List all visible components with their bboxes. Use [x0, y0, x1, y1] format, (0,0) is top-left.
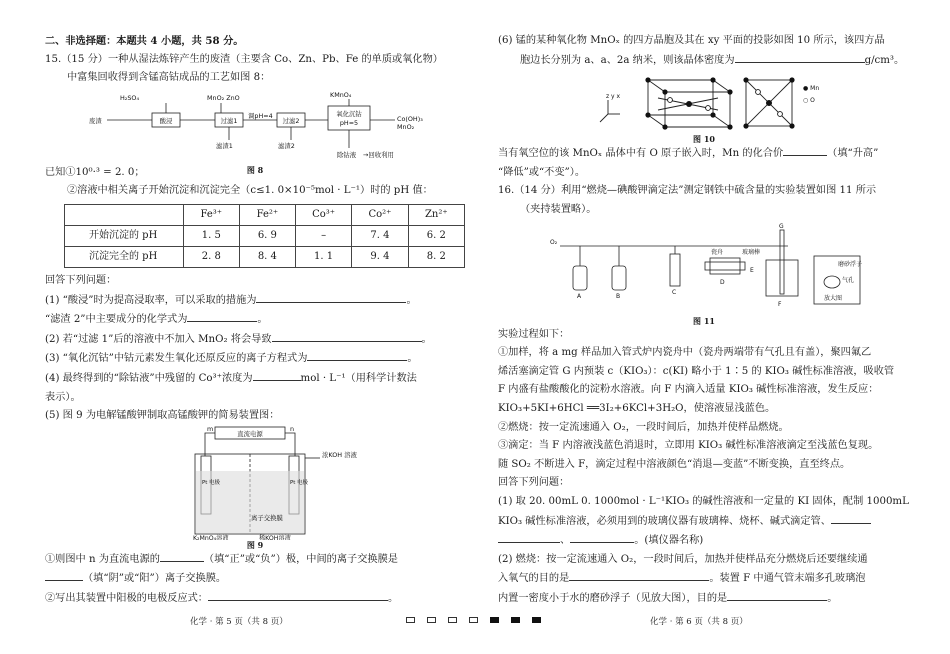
question-16-1b-text: KIO₃ 碱性标准溶液，必须用到的玻璃仪器有玻璃棒、烧杯、碱式滴定管、: [498, 515, 831, 527]
crystal-axes-label: z y x: [606, 93, 621, 101]
flow-step-oxidation: 氧化沉钴: [336, 109, 362, 118]
solution-left-label: K₂MnO₄溶液: [193, 534, 229, 540]
answer-blank[interactable]: [570, 531, 634, 543]
o-atom: [706, 106, 711, 111]
flow-step-acid-leach: 酸浸: [159, 116, 173, 125]
mn-atom: [686, 101, 692, 107]
table-cell: 9. 4: [352, 246, 408, 267]
flow-step-filter-2: 过滤2: [282, 116, 300, 125]
mn-atom: [710, 78, 715, 83]
flow-residue-2: 滤渣2: [278, 141, 295, 150]
question-15-line-2: 中富集回收得到含锰高钴成品的工艺如图 8：: [67, 72, 271, 84]
crystal-svg: [498, 70, 910, 138]
label-g: G: [779, 222, 784, 230]
right-column: [498, 32, 910, 608]
table-cell: 6. 9: [239, 225, 295, 246]
label-f: F: [778, 300, 782, 308]
question-15-3-text: (3) “氧化沉钴”中钴元素发生氧化还原反应的离子方程式为: [45, 353, 308, 365]
figure-8-caption: 图 8: [246, 165, 264, 176]
question-15-1-text: (1) “酸浸”时为提高浸取率，可以采取的措施为: [45, 294, 257, 306]
electrode-right-label: Pt 电极: [290, 479, 308, 486]
page-marker: [427, 617, 436, 623]
answer-blank[interactable]: [253, 369, 301, 381]
figure-10-crystal: [498, 70, 910, 138]
mn-atom: [727, 90, 732, 95]
membrane-label: 离子交换膜: [251, 513, 283, 522]
flow-filtrate: 除钴液: [337, 150, 357, 159]
flow-reagent-kmno4: KMnO₄: [330, 90, 352, 99]
question-15-4-end: 表示）。: [45, 391, 81, 403]
power-label: 直流电源: [237, 429, 263, 438]
mn-atom: [727, 125, 732, 130]
flow-step-oxidation-ph: pH=5: [339, 118, 359, 127]
table-cell: 沉淀完全的 pH: [65, 246, 184, 267]
step-3b: 随 SO₂ 不断进入 F，滴定过程中溶液颜色“消退—变蓝”不断变换，直至终点。: [498, 458, 851, 470]
page-marker: [511, 617, 520, 623]
section-title: 二、非选择题：本题共 4 小题，共 58 分。: [45, 35, 244, 47]
question-16-1a: (1) 取 20. 00mL 0. 1000mol · L⁻¹KIO₃ 的碱性溶液和一定量的 KI 固体，配制 1000mL: [498, 495, 909, 507]
table-cell: –: [295, 225, 351, 246]
question-16-1b: [498, 512, 910, 532]
question-16-2c: [498, 589, 910, 609]
question-16-2b-text: 入氧气的目的是: [498, 573, 570, 585]
terminal-m: m: [207, 425, 214, 433]
step-3a: ③滴定：当 F 内溶液浅蓝色消退时，立即用 KIO₃ 碱性标准溶液滴定至浅蓝色复现。: [498, 440, 879, 452]
absorber-f: [766, 260, 798, 296]
table-cell: 7. 4: [352, 225, 408, 246]
step-1b: 烯活塞滴定管 G 内预装 c（KIO₃）：c(KI) 略小于 1∶5 的 KIO₃ 碱性标准溶液，吸收管: [498, 365, 895, 377]
ph-table-header-cell: Zn²⁺: [408, 204, 464, 225]
step-1d: KIO₃+5KI+6HCl ══3I₂+6KCl+3H₂O，使溶液显浅蓝色。: [498, 402, 776, 414]
known-1: 已知①10⁰·³ = 2. 0；: [45, 166, 145, 178]
page-marker: [448, 617, 457, 623]
cell-bottom-face: [648, 115, 730, 127]
question-15-6a: (6) 锰的某种氧化物 MnOₓ 的四方晶胞及其在 xy 平面的投影如图 10 所示，该四方晶: [498, 35, 885, 46]
figure-11-apparatus: [498, 220, 910, 316]
label-b: B: [616, 292, 621, 300]
ph-table-header-cell: Fe³⁺: [183, 204, 239, 225]
question-15-6c-choice: （填“升高”: [827, 148, 879, 160]
answer-blank[interactable]: [307, 349, 407, 361]
answer-intro-16: 回答下列问题：: [498, 477, 570, 489]
flow-residue-1: 滤渣1: [216, 141, 233, 150]
flow-reagent-h2so4: H₂SO₄: [120, 93, 140, 102]
question-15-5-1c-text: （填“阴”或“阳”）离子交换膜。: [83, 573, 227, 585]
o-atom: [668, 98, 673, 103]
answer-blank[interactable]: [735, 51, 865, 63]
table-cell: 8. 4: [239, 246, 295, 267]
question-15-3: (3) “氧化沉钴”中钴元素发生氧化还原反应的离子方程式为 。: [45, 349, 465, 369]
question-15-6d: “降低”或“不变”）。: [498, 166, 586, 178]
page-marker: [406, 617, 415, 623]
question-15-4: [45, 369, 465, 389]
label-float: 磨砂浮子: [838, 260, 863, 268]
mn-atom: [645, 78, 650, 83]
question-15-5: (5) 图 9 为电解锰酸钾制取高锰酸钾的简易装置图：: [45, 410, 280, 422]
table-cell: 开始沉淀的 pH: [65, 225, 184, 246]
question-16-2b-text-b: 。装置 F 中通气管末端多孔玻璃泡: [709, 573, 866, 585]
question-15-1b: “滤渣 2”中主要成分的化学式为 。: [45, 310, 465, 330]
drying-tube-c: [670, 254, 680, 286]
question-15-2: (2) 若“过滤 1”后的溶液中不加入 MnO₂ 将会导致 。: [45, 330, 465, 350]
flow-feed: 废渣: [89, 116, 102, 125]
legend-o: ○ O: [803, 97, 815, 105]
question-16-line-1: 16.（14 分）利用“燃烧—碘酸钾滴定法”测定钢铁中硫含量的实验装置如图 11 所示: [498, 185, 877, 197]
label-enlarged: 放大图: [824, 294, 843, 302]
answer-blank[interactable]: [272, 330, 422, 342]
step-1a: ①加样，将 a mg 样品加入管式炉内瓷舟中（瓷舟两端带有气孔且有盖），聚四氟乙: [498, 347, 872, 359]
ph-table-header-row: [65, 204, 465, 225]
answer-blank[interactable]: [783, 144, 827, 156]
answer-blank[interactable]: [569, 569, 709, 581]
footer-page-5: 化学 · 第 5 页（共 8 页）: [190, 617, 288, 627]
question-16-2c-end: 。: [827, 592, 838, 604]
tube-furnace-d: [710, 258, 740, 274]
question-16-2a: (2) 燃烧：按一定流速通入 O₂，一段时间后，加热并使样品充分燃烧后还要继续通: [498, 553, 868, 565]
burette-g: [780, 230, 784, 294]
mn-atom: [710, 113, 715, 118]
mn-atom: [789, 124, 794, 129]
apparatus-svg: [498, 220, 910, 316]
question-15-5-2-text: ②写出其装置中阳极的电极反应式：: [45, 592, 208, 604]
question-16-2b: [498, 569, 910, 589]
answer-blank[interactable]: [256, 291, 406, 303]
label-o2: O₂: [550, 238, 558, 246]
cell-top-face: [648, 80, 730, 92]
bottle-b: [612, 266, 626, 290]
left-column: [45, 32, 465, 609]
flow-recycle: →回收利用: [363, 150, 394, 159]
mn-atom: [662, 125, 667, 130]
label-gas-hole: 气孔: [842, 276, 855, 284]
question-15-4-unit: mol · L⁻¹（用科学计数法: [300, 372, 417, 384]
figure-9-caption: 图 9: [246, 539, 264, 550]
ph-table-header-cell: [65, 204, 184, 225]
table-row: [65, 225, 465, 246]
question-15-6c: [498, 144, 910, 164]
terminal-n: n: [290, 425, 295, 433]
page-marker: [469, 617, 478, 623]
mn-atom: [645, 113, 650, 118]
footer-page-6: 化学 · 第 6 页（共 8 页）: [650, 617, 748, 627]
question-15-5-1: [45, 550, 465, 570]
mn-atom: [743, 78, 748, 83]
answer-blank[interactable]: [45, 569, 83, 581]
question-15-6b-text: 胞边长分别为 a、a、2a 纳米，则该晶体密度为: [520, 54, 735, 66]
table-cell: 1. 1: [295, 246, 351, 267]
ph-table: [64, 204, 465, 268]
figure-10-caption: 图 10: [693, 134, 715, 145]
answer-blank[interactable]: [498, 531, 560, 543]
question-16-2c-text: 内置一密度小于水的磨砂浮子（见放大图），目的是: [498, 592, 728, 604]
label-c: C: [672, 288, 677, 296]
solution-right-label: 稀KOH溶液: [259, 534, 291, 540]
flow-product-mno2: MnO₂: [397, 122, 415, 131]
label-a: A: [577, 292, 582, 300]
table-cell: 1. 5: [183, 225, 239, 246]
ph-table-header-cell: Fe²⁺: [239, 204, 295, 225]
question-15-1: (1) “酸浸”时为提高浸取率，可以采取的措施为 。: [45, 291, 465, 311]
ph-table-header-cell: Co²⁺: [352, 204, 408, 225]
label-glass-rod: 玻璃棒: [742, 248, 761, 256]
question-15-5-1-text-b: （填“正”或“负”）极，中间的离子交换膜是: [203, 553, 398, 565]
answer-blank[interactable]: [208, 589, 388, 601]
question-15-6c-text: 当有氧空位的该 MnOₓ 晶体中有 O 原子嵌入时，Mn 的化合价: [498, 148, 784, 160]
o-atom: [778, 112, 783, 117]
question-15-4-text: (4) 最终得到的“除钴液”中残留的 Co³⁺浓度为: [45, 372, 253, 384]
mn-atom: [662, 90, 667, 95]
mn-atom: [789, 78, 794, 83]
question-15-2-text: (2) 若“过滤 1”后的溶液中不加入 MnO₂ 将会导致: [45, 333, 272, 345]
bottle-a: [573, 266, 587, 290]
koh-label: 浓KOH 溶液: [322, 450, 357, 459]
flow-reagent-mno2-zno: MnO₂ ZnO: [207, 93, 240, 102]
table-cell: 8. 2: [408, 246, 464, 267]
question-16-1c-text: 。(填仪器名称): [634, 535, 704, 547]
electrolysis-svg: [45, 426, 465, 540]
answer-blank[interactable]: [160, 550, 204, 562]
mn-atom: [766, 100, 772, 106]
answer-blank[interactable]: [187, 310, 257, 322]
figure-9-electrolysis: [45, 426, 465, 540]
label-e: E: [750, 266, 754, 274]
figure-11-caption: 图 11: [693, 315, 715, 326]
question-16-1c: 、 。(填仪器名称): [498, 531, 910, 551]
legend-mn: ● Mn: [803, 85, 820, 93]
question-15-1b-text: “滤渣 2”中主要成分的化学式为: [45, 314, 188, 326]
table-row: [65, 246, 465, 267]
electrode-left-label: Pt 电极: [202, 479, 220, 486]
question-15-6b: [498, 51, 910, 71]
question-15-line-1: 15.（15 分）一种从湿法炼锌产生的废渣（主要含 Co、Zn、Pb、Fe 的单质或氧化物）: [45, 53, 443, 65]
answer-blank[interactable]: [727, 589, 827, 601]
page-marker: [490, 617, 499, 623]
o-atom: [756, 90, 761, 95]
answer-intro: 回答下列问题：: [45, 274, 117, 286]
ph-table-header-cell: Co³⁺: [295, 204, 351, 225]
question-15-5-2: ②写出其装置中阳极的电极反应式： 。: [45, 589, 465, 609]
step-1c: F 内盛有盐酸酸化的淀粉水溶液。向 F 内滴入适量 KIO₃ 碱性标准溶液，发生反应：: [498, 384, 879, 396]
question-15-5-1c: [45, 569, 465, 589]
flow-step-filter-1: 过滤1: [220, 116, 238, 125]
page-marker: [532, 617, 541, 623]
label-boat: 瓷舟: [711, 248, 724, 256]
flow-step-adjust-ph: 调pH=4: [248, 111, 273, 120]
step-2: ②燃烧：按一定流速通入 O₂，一段时间后，加热并使样品燃烧。: [498, 421, 789, 433]
known-2: ②溶液中相关离子开始沉淀和沉淀完全（c≤1. 0×10⁻⁵mol · L⁻¹）时的 pH 值：: [67, 185, 433, 197]
question-16-line-2: （夹持装置略）。: [520, 203, 597, 215]
table-cell: 2. 8: [183, 246, 239, 267]
steps-title: 实验过程如下：: [498, 328, 570, 340]
density-unit: g/cm³。: [864, 54, 905, 66]
question-15-5-1-text: ①则图中 n 为直流电源的: [45, 553, 160, 565]
mn-atom: [743, 124, 748, 129]
table-cell: 6. 2: [408, 225, 464, 246]
flowchart-svg: [45, 88, 465, 164]
answer-blank[interactable]: [831, 512, 871, 524]
flow-product-co-oh3: Co(OH)₃: [397, 114, 423, 123]
label-d: D: [720, 278, 725, 286]
